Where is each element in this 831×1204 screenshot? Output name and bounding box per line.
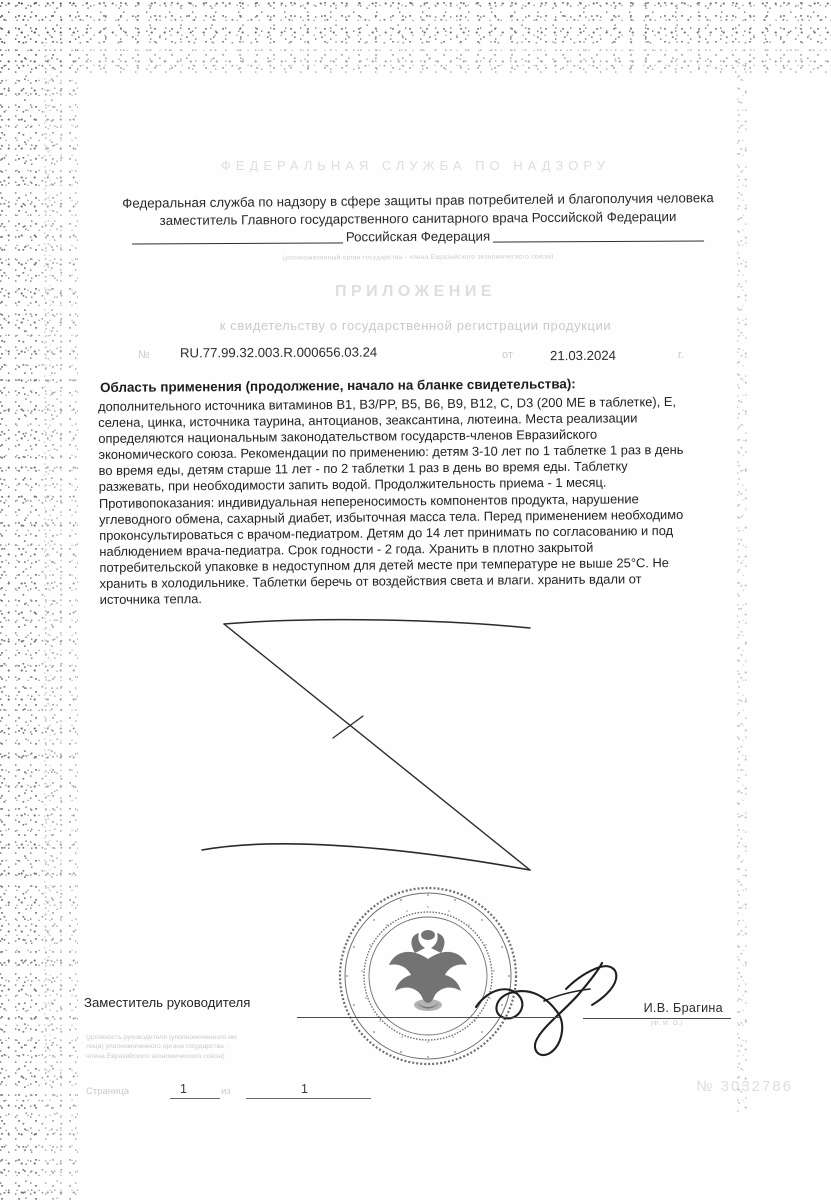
signatory-title: Заместитель руководителя xyxy=(84,995,251,1010)
appendix-subtitle: к свидетельству о государственной регистрации продукции xyxy=(219,318,612,333)
organization-country: Российская Федерация xyxy=(343,228,493,246)
body-line: углеводного обмена, сахарный диабет, избыточная масса тела. Перед применением необходимо xyxy=(98,506,684,527)
scan-noise-right xyxy=(0,0,78,1204)
page-current: 1 xyxy=(180,1082,187,1096)
registration-year-label: г. xyxy=(678,349,684,361)
signature-rule-right xyxy=(583,1018,731,1019)
signatory-role-caption-line: лица) уполномоченного органа государства - xyxy=(86,1043,228,1051)
registration-number: RU.77.99.32.003.R.000656.03.24 xyxy=(179,344,378,361)
page-total: 1 xyxy=(301,1082,308,1096)
registration-date-label: от xyxy=(502,349,513,361)
body-line: дополнительного источника витаминов B1, B3/PP, B5, B6, B9, B12, C, D3 (200 МЕ в таблетке), Е, xyxy=(98,393,677,414)
registration-number-label: № xyxy=(138,349,150,361)
scan-noise-left xyxy=(0,0,40,1204)
body-line: наблюдением врача-педиатра. Срок годности - 2 года. Хранить в плотно закрытой xyxy=(99,539,594,559)
organization-caption: (уполномоченный орган государства - члена Евразийского экономического союза) xyxy=(282,252,554,262)
appendix-title: ПРИЛОЖЕНИЕ xyxy=(335,283,496,300)
signatory-role-caption xyxy=(86,1033,416,1061)
body-line: экономического союза. Рекомендации по применению: детям 3-10 лет по 1 таблетке 1 раз в день xyxy=(98,442,684,463)
registration-date: 21.03.2024 xyxy=(549,347,617,364)
body-paragraph xyxy=(98,393,768,608)
body-line: хранить в холодильнике. Таблетки беречь от воздействия света и влаги. хранить вдали от xyxy=(99,571,642,592)
registration-row xyxy=(120,345,771,369)
signatory-role-caption-line: (должность руководителя (уполномоченного им xyxy=(86,1034,237,1041)
blank-form-number: № 3032786 xyxy=(696,1078,793,1095)
body-line: разжевать, при необходимости запить водой. Продолжительность приема - 1 месяц. xyxy=(98,475,607,495)
top-watermark: ФЕДЕРАЛЬНАЯ СЛУЖБА ПО НАДЗОРУ xyxy=(220,158,610,173)
body-line: потребительской упаковке в недоступном для детей месте при температуре не выше 25°C. Не xyxy=(99,554,669,575)
organization-line-2: заместитель Главного государственного санитарного врача Российской Федерации xyxy=(159,208,677,228)
page-of-label: из xyxy=(221,1086,231,1097)
body-line: источника тепла. xyxy=(99,591,202,608)
organization-country-row xyxy=(84,226,752,247)
cancellation-mark xyxy=(200,610,580,890)
signatory-fio-caption: (Ф. И. О.) xyxy=(650,1020,683,1027)
organization-header xyxy=(84,192,752,266)
footer-page-counter xyxy=(86,1082,416,1102)
page-rule-1 xyxy=(170,1098,220,1099)
body-line: во время еды, детям старше 11 лет - по 2 таблетки 1 раз в день во время еды. Таблетку xyxy=(98,458,628,479)
scan-noise-top xyxy=(0,0,831,42)
body-line: определяются национальным законодательством государств-членов Евразийского xyxy=(98,426,598,447)
signatory-role-caption-line: члена Евразийского экономического союза) xyxy=(86,1052,225,1060)
page-rule-2 xyxy=(246,1098,371,1099)
scan-streak-left xyxy=(44,40,52,1084)
organization-line-1: Федеральная служба по надзору в сфере защиты прав потребителей и благополучия человека xyxy=(122,190,714,211)
body-line: селена, цинка, источника таурина, антоцианов, зеаксантина, лютеина. Места реализации xyxy=(98,410,638,431)
signature-rule-middle xyxy=(297,1017,559,1018)
signatory-name: И.В. Брагина xyxy=(643,1001,723,1015)
page-label: Страница xyxy=(86,1086,130,1097)
scan-noise-bottom xyxy=(0,0,831,75)
body-line: Противопоказания: индивидуальная непереносимость компонентов продукта, нарушение xyxy=(98,490,639,511)
body-heading: Область применения (продолжение, начало на бланке свидетельства): xyxy=(100,376,576,395)
body-line: проконсультироваться с врачом-педиатром. Детям до 14 лет принимать по согласованию и под xyxy=(99,522,674,543)
